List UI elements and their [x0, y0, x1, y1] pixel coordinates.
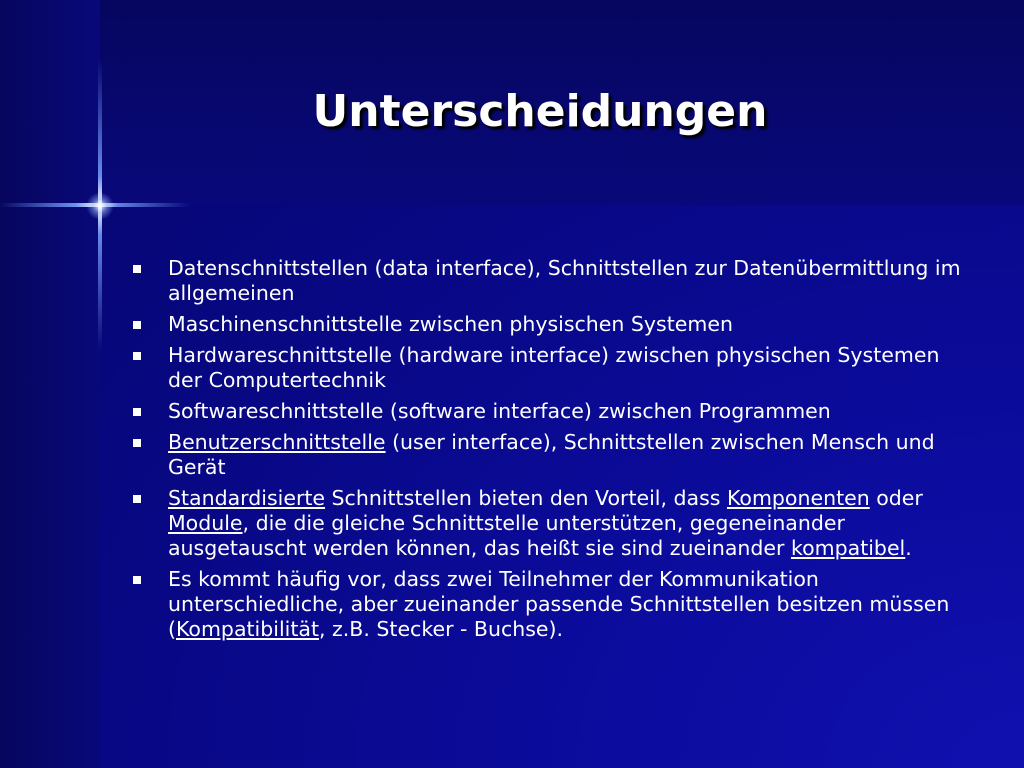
square-bullet-icon: [133, 352, 141, 360]
hyperlink[interactable]: Komponenten: [726, 486, 870, 510]
square-bullet-icon: [133, 265, 141, 273]
bullet-item: [130, 430, 980, 480]
hyperlink[interactable]: kompatibel: [790, 536, 906, 560]
bullet-text: (user interface), Schnittstellen zwischen Mensch und Gerät: [168, 430, 935, 479]
square-bullet-icon: [133, 495, 141, 503]
left-band: [0, 0, 100, 768]
hyperlink[interactable]: Benutzerschnittstelle: [168, 430, 386, 454]
bullet-text: Schnittstellen bieten den Vorteil, dass: [325, 486, 727, 510]
bullet-text: Hardwareschnittstelle (hardware interface) zwischen physischen Systemen der Computertechnik: [168, 343, 940, 392]
bullet-item: [130, 567, 980, 642]
square-bullet-icon: [133, 576, 141, 584]
bullet-text: , die die gleiche Schnittstelle unterstützen, gegeneinander ausgetauscht werden können, das heißt sie sind zueinander: [168, 511, 845, 560]
bullet-text: oder: [869, 486, 923, 510]
hyperlink[interactable]: Kompatibilität: [176, 617, 319, 641]
hyperlink[interactable]: Standardisierte: [168, 486, 326, 510]
square-bullet-icon: [133, 321, 141, 329]
bullet-item: [130, 256, 980, 306]
sparkle-star-icon: [86, 192, 114, 220]
bullet-text: Es kommt häufig vor, dass zwei Teilnehmer der Kommunikation unterschiedliche, aber zueinander passende Schnittstellen besitzen müssen (: [168, 567, 950, 641]
bullet-item: [130, 312, 980, 337]
bullet-text: , z.B. Stecker - Buchse).: [318, 617, 564, 641]
bullet-item: [130, 486, 980, 561]
bullet-list: [130, 256, 980, 648]
square-bullet-icon: [133, 439, 141, 447]
bullet-text: .: [905, 536, 912, 560]
hyperlink[interactable]: Module: [168, 511, 243, 535]
bullet-item: [130, 399, 980, 424]
square-bullet-icon: [133, 408, 141, 416]
bullet-text: Datenschnittstellen (data interface), Schnittstellen zur Datenübermittlung im allgemeinen: [168, 256, 961, 305]
bullet-text: Softwareschnittstelle (software interface) zwischen Programmen: [168, 399, 831, 423]
bullet-item: [130, 343, 980, 393]
bullet-text: Maschinenschnittstelle zwischen physischen Systemen: [168, 312, 733, 336]
slide-title: Unterscheidungen: [312, 86, 768, 137]
